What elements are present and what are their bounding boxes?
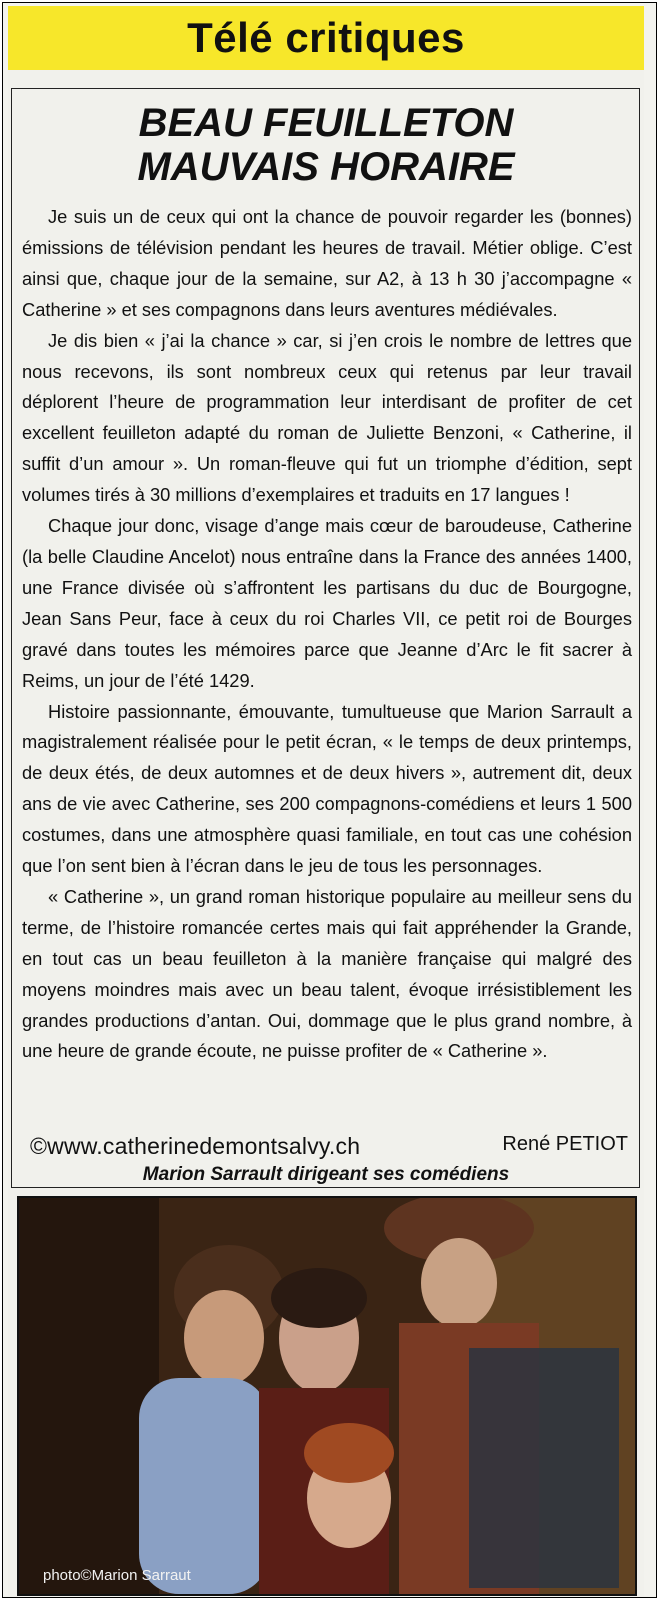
article-body [22,202,632,1067]
headline-line-1: BEAU FEUILLETON [138,101,514,145]
paragraph-5: « Catherine », un grand roman historique populaire au meilleur sens du terme, de l’histoire romancée certes mais qui fait appréhender la Grande, en tout cas un beau feuilleton à la manière française qui malgré des moyens moindres mais avec un beau talent, évoque irrésistiblement les grandes productions d’antan. Oui, dommage que le plus grand nombre, à une heure de grande écoute, ne puisse profiter de « Catherine ». [22,885,632,1062]
photo-credit: photo©Marion Sarraut [43,1567,191,1584]
article-photo [17,1196,637,1596]
headline [8,101,644,189]
photo-caption: Marion Sarrault dirigeant ses comédiens [142,1164,510,1185]
paragraph-1: Je suis un de ceux qui ont la chance de pouvoir regarder les (bonnes) émissions de télévision pendant les heures de travail. Métier oblige. C’est ainsi que, chaque jour de la semaine, sur A2, à 13 h 30 j’accompagne « Catherine » et ses compagnons dans leurs aventures médiévales. [22,206,632,320]
paragraph-3: Chaque jour donc, visage d’ange mais cœur de baroudeuse, Catherine (la belle Claudine Ancelot) nous entraîne dans la France des années 1400, une France divisée où s’affrontent les partisans du duc de Bourgogne, Jean Sans Peur, face à ceux du roi Charles VII, ce petit roi de Bourges gravé dans toutes les mémoires parce que Jeanne d’Arc le fit sacrer à Reims, un jour de l’été 1429. [22,515,632,691]
clipping [8,6,644,1596]
author-byline: René PETIOT [502,1133,628,1155]
headline-line-2: MAUVAIS HORAIRE [137,145,515,189]
watermark: ©www.catherinedemontsalvy.ch [30,1133,361,1159]
photo-scene [19,1198,635,1594]
paragraph-4: Histoire passionnante, émouvante, tumultueuse que Marion Sarrault a magistralement réalisée pour le petit écran, « le temps de deux printemps, de deux étés, de deux automnes et de deux hivers », autrement dit, deux ans de vie avec Catherine, ses 200 compagnons-comédiens et leurs 1 500 costumes, dans une atmosphère quasi familiale, en tout cas une cohésion que l’on sent bien à l’écran dans le jeu de tous les personnages. [22,700,632,877]
paragraph-2: Je dis bien « j’ai la chance » car, si j’en crois le nombre de lettres que nous recevons, ils sont nombreux ceux qui retenus par leur travail déplorent l’heure de programmation leur interdisant de profiter de cet excellent feuilleton adapté du roman de Juliette Benzoni, « Catherine, il suffit d’un amour ». Un roman-fleuve qui fut un triomphe d’édition, sept volumes tirés à 30 millions d’exemplaires et traduits en 17 langues ! [22,329,632,506]
section-title: Télé critiques [187,14,465,61]
section-banner [8,6,644,70]
